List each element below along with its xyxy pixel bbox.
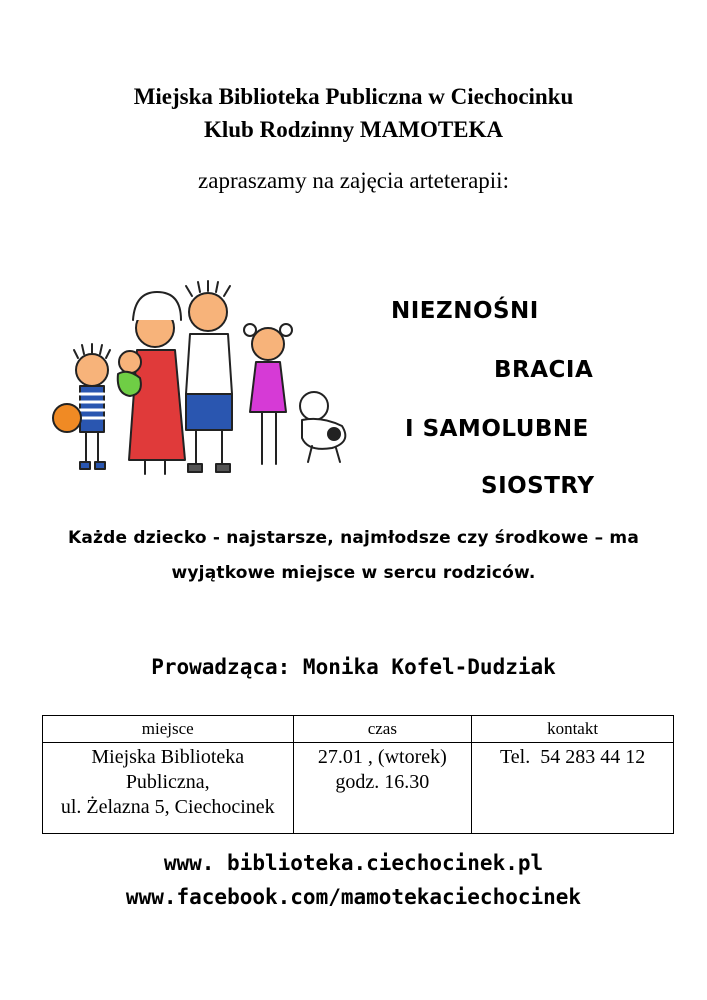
library-name: Miejska Biblioteka Publiczna w Ciechocinku — [133, 84, 574, 109]
description-line-2: wyjątkowe miejsce w sercu rodziców. — [171, 563, 536, 583]
title-line-3: I SAMOLUBNE — [405, 416, 589, 442]
info-table — [42, 715, 674, 834]
time-line-1: 27.01 , (wtorek) — [317, 746, 447, 768]
facebook-link[interactable]: www.facebook.com/mamotekaciechocinek — [125, 885, 582, 909]
table-header-row — [43, 716, 674, 743]
contact-cell — [472, 743, 674, 834]
header-place: miejsce — [43, 716, 294, 743]
time-cell — [293, 743, 472, 834]
header-contact: kontakt — [472, 716, 674, 743]
header-time: czas — [293, 716, 472, 743]
place-line-2: Publiczna, — [125, 771, 210, 793]
club-name: Klub Rodzinny MAMOTEKA — [203, 117, 504, 142]
website-link[interactable]: www. biblioteka.ciechocinek.pl — [163, 851, 544, 875]
place-line-1: Miejska Biblioteka — [91, 746, 245, 768]
place-line-3: ul. Żelazna 5, Ciechocinek — [60, 796, 275, 818]
description-line-1: Każde dziecko - najstarsze, najmłodsze czy środkowe – ma — [67, 528, 640, 548]
leader-name: Prowadząca: Monika Kofel-Dudziak — [151, 655, 556, 679]
title-line-4: SIOSTRY — [481, 473, 595, 499]
table-row — [43, 743, 674, 834]
family-drawing-image — [40, 278, 370, 488]
place-cell — [43, 743, 294, 834]
time-line-2: godz. 16.30 — [335, 771, 430, 793]
phone-number: Tel. 54 283 44 12 — [499, 746, 646, 768]
title-line-2: BRACIA — [494, 357, 594, 383]
invitation-text: zapraszamy na zajęcia arteterapii: — [198, 168, 509, 193]
title-line-1: NIEZNOŚNI — [391, 298, 539, 324]
